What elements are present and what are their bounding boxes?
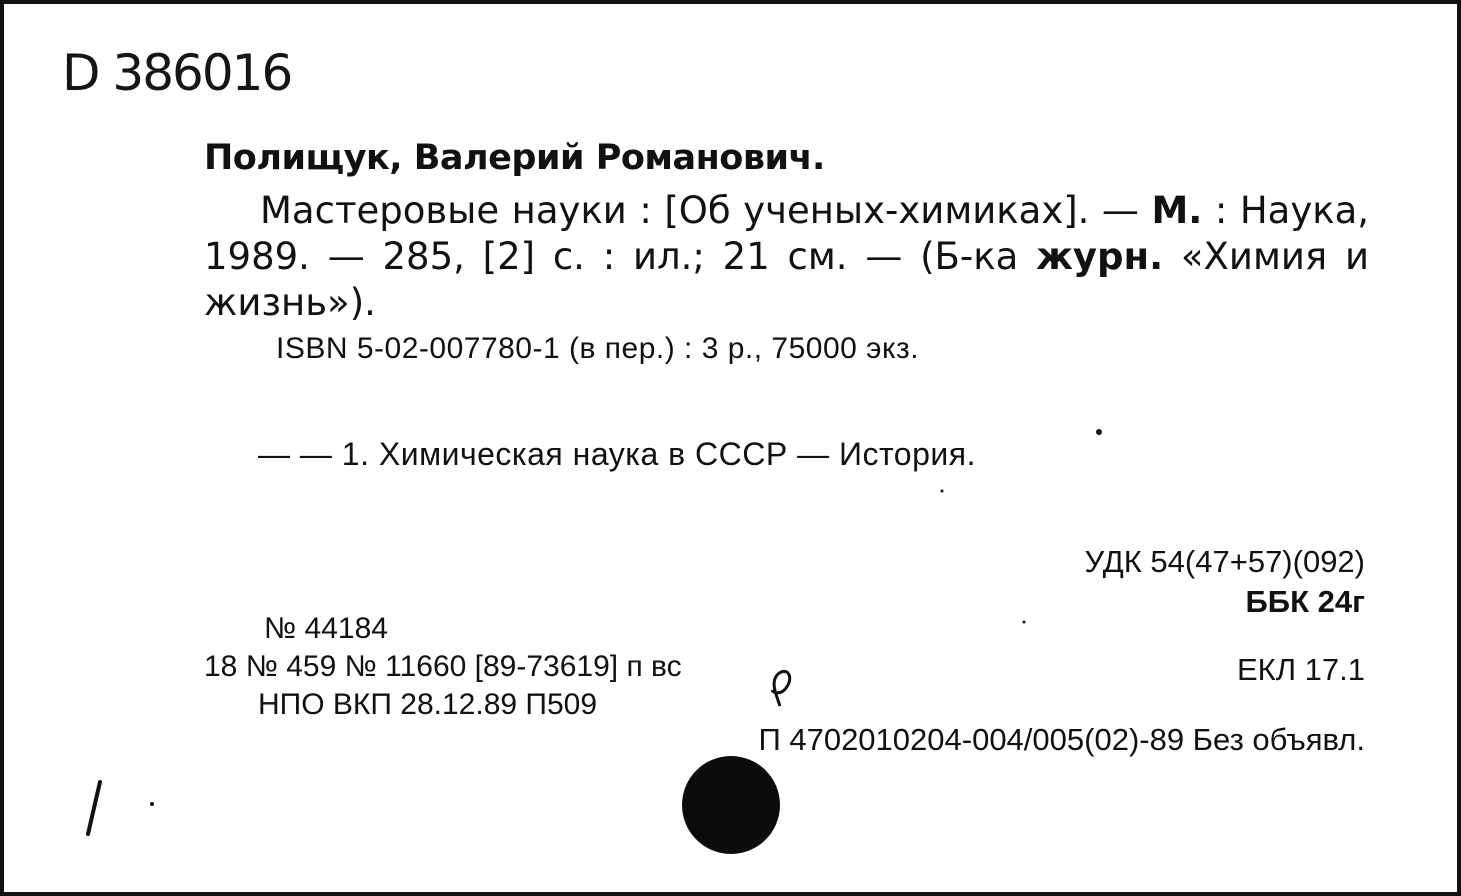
bib-place: М. bbox=[1151, 189, 1203, 232]
bib-publisher: : Наука, 1989. — 285, [2] с. : ил.; 21 см. — (Б-ка bbox=[204, 189, 1369, 278]
udk-code: УДК 54(47+57)(092) bbox=[1084, 544, 1365, 579]
catalog-id: D 386016 bbox=[62, 44, 292, 102]
author-heading: Полищук, Валерий Романович. bbox=[204, 138, 825, 178]
print-line: 18 № 459 № 11660 [89-73619] п вс bbox=[204, 650, 682, 683]
speck-mark bbox=[150, 802, 154, 806]
speck-mark bbox=[1023, 621, 1026, 624]
speck-mark bbox=[941, 490, 944, 493]
record-number: № 44184 bbox=[264, 612, 388, 645]
handwritten-p-mark bbox=[772, 671, 790, 706]
bib-series-bold: журн. bbox=[1036, 235, 1164, 278]
ekl-code: ЕКЛ 17.1 bbox=[1236, 652, 1365, 687]
bbk-code: ББК 24г bbox=[1245, 584, 1365, 619]
bib-title: Мастеровые науки : [Об ученых-химиках]. — bbox=[260, 189, 1152, 232]
npo-line: НПО ВКП 28.12.89 П509 bbox=[258, 688, 598, 721]
pencil-stroke-mark bbox=[88, 782, 100, 834]
isbn-line: ISBN 5-02-007780-1 (в пер.) : 3 р., 75000 экз. bbox=[276, 332, 920, 365]
handwritten-marks bbox=[4, 4, 1457, 892]
subject-heading: — — 1. Химическая наука в СССР — История. bbox=[258, 436, 976, 472]
index-code-line: П 4702010204-004/005(02)-89 Без объявл. bbox=[758, 722, 1365, 757]
speck-mark bbox=[1096, 429, 1102, 435]
bib-series-end: «Химия и жизнь»). bbox=[204, 235, 1369, 324]
